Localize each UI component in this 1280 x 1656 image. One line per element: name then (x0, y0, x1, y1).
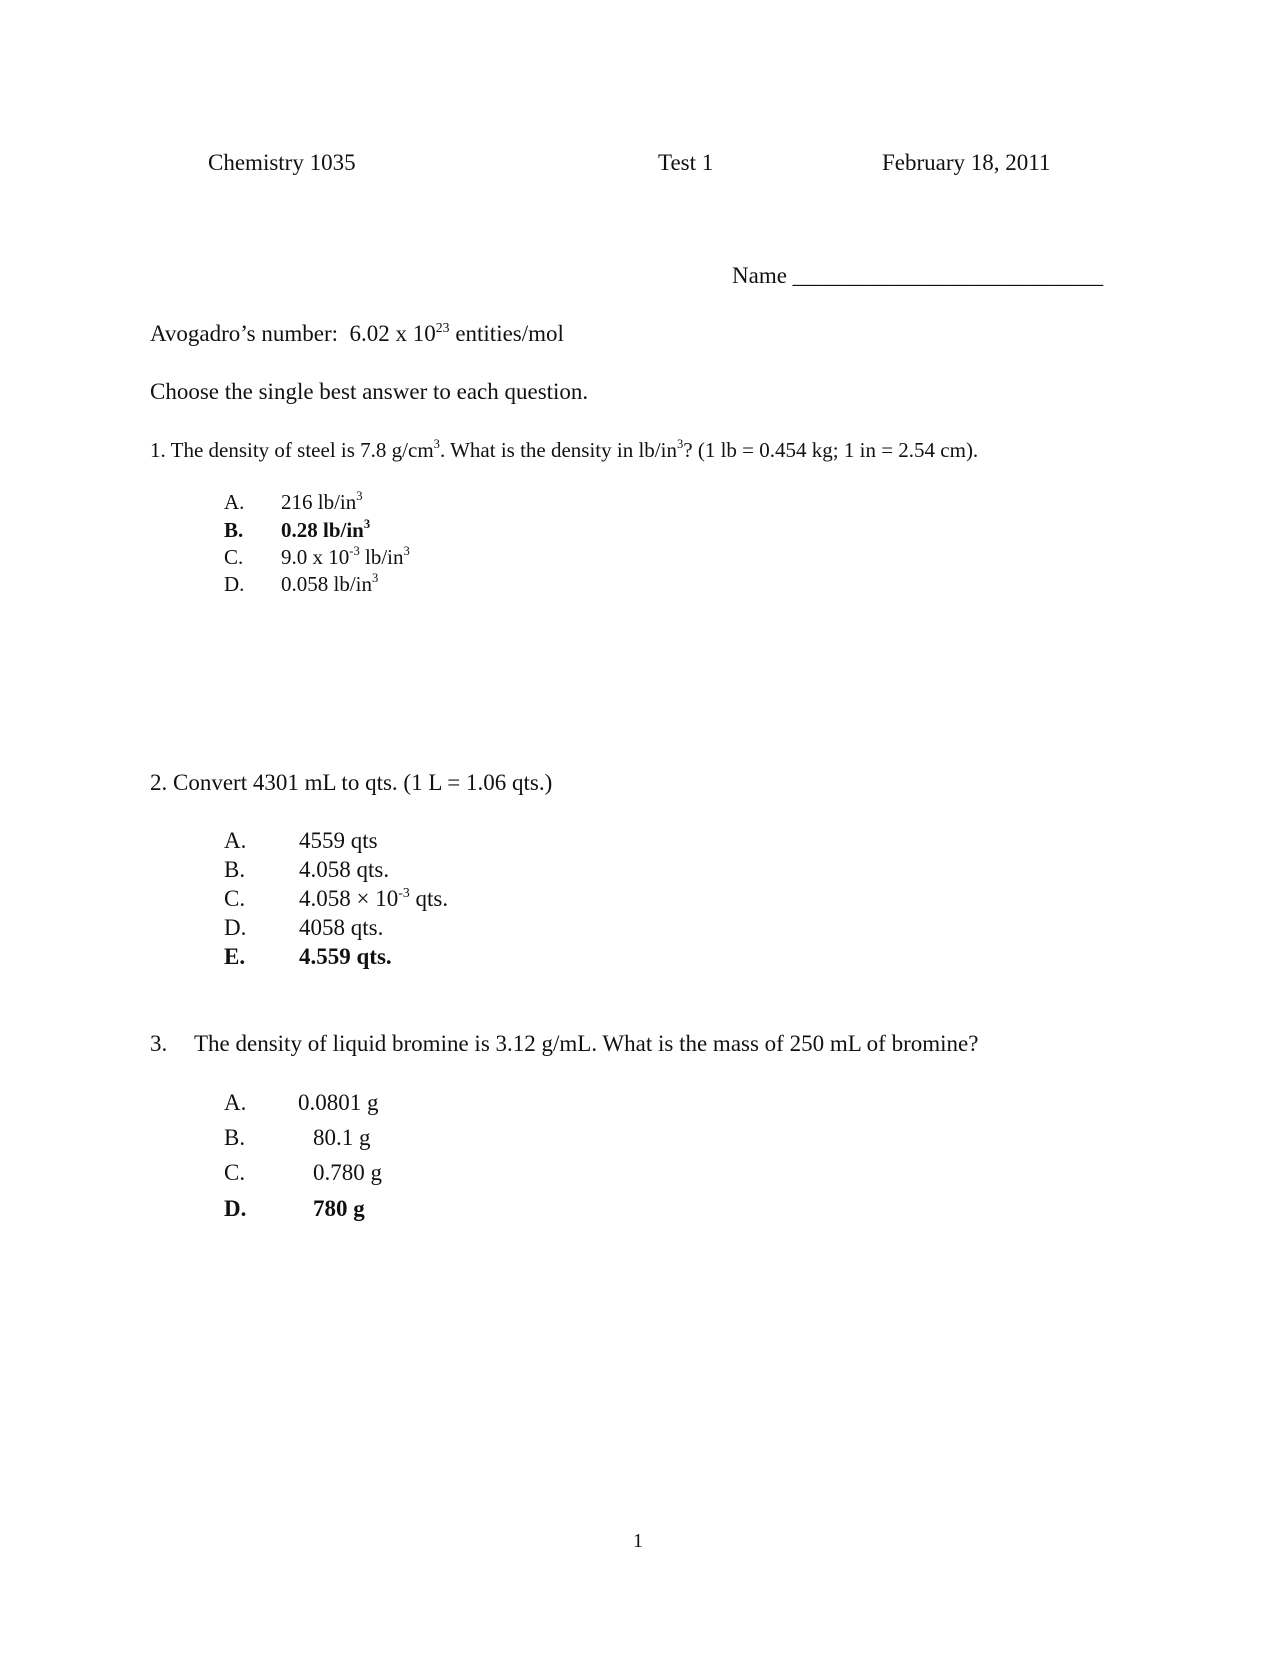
question-3-stem: The density of liquid bromine is 3.12 g/mL. What is the mass of 250 mL of bromine? (194, 1031, 979, 1056)
avogadro-constant (150, 321, 564, 347)
option-letter: A. (224, 1090, 247, 1115)
option-letter: B. (224, 1125, 246, 1150)
avogadro-unit: entities/mol (455, 321, 564, 346)
avogadro-exponent: 23 (435, 319, 450, 335)
option-letter: B. (224, 857, 246, 882)
question-text: The density of steel is 7.8 g/cm (170, 438, 434, 462)
name-blank: ___________________________ (792, 263, 1104, 288)
option-value: 216 $lb/in^3$ (281, 489, 363, 514)
option-value: 9.0 x $10^{-3}$ $lb/in^3$ (281, 544, 410, 569)
avogadro-value: 6.02 x 10 (349, 321, 436, 346)
option-letter: C. (224, 545, 244, 569)
option-value-correct: 0.28 $lb/in^3$ (281, 517, 371, 542)
question-number: 2. (150, 770, 168, 795)
name-field[interactable] (732, 263, 1103, 289)
option-letter: D. (224, 915, 247, 940)
question-text: Convert 4301 mL to qts. (1 L = 1.06 qts.) (173, 770, 553, 795)
page-number: 1 (633, 1530, 643, 1552)
instructions: Choose the single best answer to each question. (150, 379, 589, 404)
option-value: 0.780 g (313, 1160, 382, 1185)
option-value: 80.1 g (313, 1125, 371, 1150)
option-letter: A. (224, 490, 245, 514)
option-value-correct: 4.559 qts. (299, 944, 392, 969)
question-3-number: 3. (150, 1031, 168, 1056)
option-value: 4058 qts. (299, 915, 384, 940)
option-letter: A. (224, 828, 247, 853)
option-letter-correct: B. (224, 518, 244, 542)
option-value: 4559 qts (299, 828, 378, 853)
question-1-stem (150, 438, 978, 463)
option-letter: D. (224, 572, 245, 596)
question-text: . What is the density in lb/in (439, 438, 677, 462)
option-value: $4.058 \times 10^{-3}$ qts. (299, 884, 449, 911)
test-date: February 18, 2011 (882, 150, 1051, 175)
course-title: Chemistry 1035 (208, 150, 356, 175)
option-letter: C. (224, 1160, 246, 1185)
name-label: Name (732, 263, 787, 288)
option-value: 0.0801 g (298, 1090, 379, 1115)
option-letter-correct: E. (224, 944, 246, 969)
option-value: 0.058 $lb/in^3$ (281, 571, 379, 596)
superscript: 3 (676, 437, 684, 452)
option-value: 4.058 qts. (299, 857, 390, 882)
test-title: Test 1 (658, 150, 714, 175)
option-letter-correct: D. (224, 1196, 247, 1221)
question-number: 1. (150, 438, 166, 462)
option-value-correct: 780 g (313, 1196, 365, 1221)
avogadro-label: Avogadro’s number: (150, 321, 339, 346)
question-2-stem (150, 770, 552, 796)
superscript: 3 (433, 437, 440, 452)
option-letter: C. (224, 886, 246, 911)
question-text: ? (1 lb = 0.454 kg; 1 in = 2.54 cm). (683, 438, 979, 462)
